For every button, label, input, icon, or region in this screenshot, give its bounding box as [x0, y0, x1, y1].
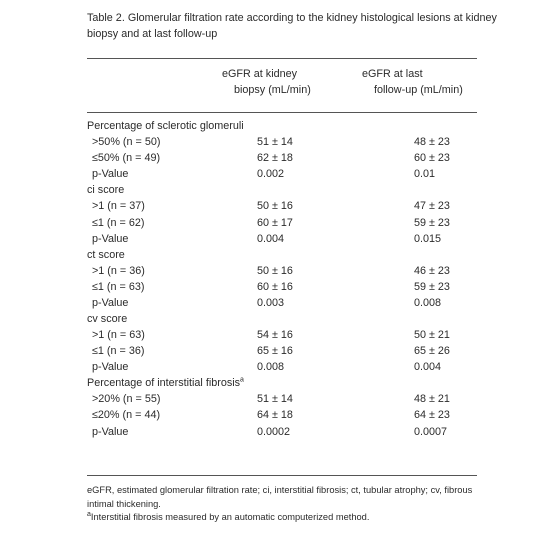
row-label: [87, 327, 244, 343]
cell-egfr-biopsy: [244, 391, 384, 407]
bottom-rule: [87, 475, 477, 476]
table-row: [87, 279, 494, 295]
cell-egfr-biopsy: [244, 182, 384, 198]
cell-egfr-biopsy-value: 51 ± 14: [256, 393, 293, 406]
row-label-text: cv score: [87, 312, 128, 325]
cell-egfr-followup-value: 50 ± 21: [413, 329, 450, 342]
row-label: [87, 391, 244, 407]
table-footnotes: [87, 484, 482, 525]
cell-egfr-followup: [384, 263, 494, 279]
row-label: [87, 295, 244, 311]
row-label: [87, 263, 244, 279]
method-note-text: Interstitial fibrosis measured by an automatic computerized method.: [90, 512, 370, 522]
cell-egfr-biopsy-value: 0.002: [256, 168, 284, 181]
cell-egfr-biopsy: [244, 407, 384, 423]
cell-egfr-biopsy-value: 54 ± 16: [256, 329, 293, 342]
row-label-text: >1 (n = 63): [92, 329, 145, 342]
section-row: [87, 375, 494, 391]
cell-egfr-biopsy: [244, 327, 384, 343]
section-row: [87, 182, 494, 198]
header-egfr-followup-line2: follow-up (mL/min): [374, 84, 463, 96]
row-label-text: Percentage of interstitial fibrosis: [87, 377, 241, 390]
cell-egfr-biopsy-value: 51 ± 14: [256, 136, 293, 149]
cell-egfr-followup-value: 46 ± 23: [413, 264, 450, 277]
table-row: [87, 359, 494, 375]
cell-egfr-followup: [384, 231, 494, 247]
cell-egfr-followup: [384, 198, 494, 214]
cell-egfr-followup: [384, 279, 494, 295]
table-row: [87, 327, 494, 343]
cell-egfr-followup: [384, 375, 494, 391]
row-label-text: >1 (n = 37): [92, 200, 145, 213]
cell-egfr-biopsy: [244, 375, 384, 391]
cell-egfr-followup-value: 48 ± 23: [413, 136, 450, 149]
method-note: [87, 511, 482, 525]
cell-egfr-followup: [384, 150, 494, 166]
cell-egfr-followup-value: 0.0007: [413, 425, 447, 438]
cell-egfr-followup: [384, 359, 494, 375]
table-caption: Table 2. Glomerular filtration rate according to the kidney histological lesions at kidney biopsy and at last follow-up: [87, 12, 497, 40]
section-row: [87, 247, 494, 263]
section-label: [87, 118, 244, 134]
section-label: [87, 247, 244, 263]
section-row: [87, 118, 494, 134]
cell-egfr-followup: [384, 166, 494, 182]
row-label-text: p-Value: [92, 232, 129, 245]
table-row: [87, 343, 494, 359]
cell-egfr-biopsy: [244, 279, 384, 295]
cell-egfr-biopsy-value: 64 ± 18: [256, 409, 293, 422]
row-label: [87, 359, 244, 375]
header-egfr-biopsy: [222, 66, 311, 98]
cell-egfr-followup: [384, 407, 494, 423]
table-row: [87, 263, 494, 279]
cell-egfr-followup-value: 64 ± 23: [413, 409, 450, 422]
table-row: [87, 134, 494, 150]
row-label-text: >1 (n = 36): [92, 264, 145, 277]
row-label-text: >50% (n = 50): [92, 136, 161, 149]
cell-egfr-followup-value: 65 ± 26: [413, 345, 450, 358]
table-row: [87, 391, 494, 407]
table-row: [87, 407, 494, 423]
cell-egfr-biopsy-value: 60 ± 16: [256, 280, 293, 293]
cell-egfr-followup-value: 59 ± 23: [413, 280, 450, 293]
cell-egfr-biopsy: [244, 198, 384, 214]
cell-egfr-followup-value: 0.015: [413, 232, 441, 245]
top-rule: [87, 58, 477, 59]
table-row: [87, 295, 494, 311]
cell-egfr-followup: [384, 182, 494, 198]
cell-egfr-followup: [384, 134, 494, 150]
cell-egfr-biopsy-value: 60 ± 17: [256, 216, 293, 229]
cell-egfr-biopsy: [244, 134, 384, 150]
section-label: [87, 311, 244, 327]
section-label: [87, 182, 244, 198]
table-row: [87, 150, 494, 166]
row-label: [87, 198, 244, 214]
cell-egfr-followup: [384, 118, 494, 134]
cell-egfr-biopsy: [244, 231, 384, 247]
row-label: [87, 279, 244, 295]
row-label: [87, 166, 244, 182]
row-label: [87, 423, 244, 439]
table-row: [87, 166, 494, 182]
cell-egfr-biopsy: [244, 166, 384, 182]
cell-egfr-biopsy: [244, 423, 384, 439]
row-label-text: >20% (n = 55): [92, 393, 161, 406]
cell-egfr-followup-value: 47 ± 23: [413, 200, 450, 213]
footnote-marker: a: [87, 510, 91, 518]
cell-egfr-biopsy-value: 50 ± 16: [256, 264, 293, 277]
row-label: [87, 150, 244, 166]
cell-egfr-followup: [384, 295, 494, 311]
row-label: [87, 134, 244, 150]
row-label-text: ci score: [87, 184, 125, 197]
cell-egfr-followup: [384, 423, 494, 439]
cell-egfr-followup: [384, 214, 494, 230]
cell-egfr-biopsy: [244, 150, 384, 166]
cell-egfr-biopsy: [244, 359, 384, 375]
row-label-text: ct score: [87, 248, 125, 261]
row-label-text: ≤20% (n = 44): [92, 409, 161, 422]
cell-egfr-biopsy: [244, 247, 384, 263]
cell-egfr-followup-value: 60 ± 23: [413, 152, 450, 165]
cell-egfr-biopsy: [244, 214, 384, 230]
row-label-text: p-Value: [92, 361, 129, 374]
row-label-text: ≤1 (n = 62): [92, 216, 145, 229]
cell-egfr-followup-value: 0.008: [413, 296, 441, 309]
row-label-text: p-Value: [92, 296, 129, 309]
cell-egfr-followup: [384, 247, 494, 263]
row-label-text: ≤1 (n = 36): [92, 345, 145, 358]
cell-egfr-followup: [384, 343, 494, 359]
section-row: [87, 311, 494, 327]
header-egfr-biopsy-line2: biopsy (mL/min): [234, 84, 311, 96]
cell-egfr-biopsy-value: 0.0002: [256, 425, 290, 438]
cell-egfr-followup-value: 48 ± 21: [413, 393, 450, 406]
header-egfr-biopsy-line1: eGFR at kidney: [222, 68, 298, 80]
section-label: [87, 375, 244, 391]
cell-egfr-biopsy-value: 0.008: [256, 361, 284, 374]
cell-egfr-followup: [384, 311, 494, 327]
cell-egfr-biopsy-value: 0.003: [256, 296, 284, 309]
table-body: [87, 118, 494, 440]
cell-egfr-followup: [384, 391, 494, 407]
cell-egfr-followup-value: 0.01: [413, 168, 435, 181]
row-label: [87, 407, 244, 423]
cell-egfr-biopsy-value: 65 ± 16: [256, 345, 293, 358]
abbreviations-note: eGFR, estimated glomerular filtration rate; ci, interstitial fibrosis; ct, tubular atrophy; cv, fibrous intimal thickening.: [87, 485, 473, 509]
header-egfr-followup: [362, 66, 463, 98]
cell-egfr-followup-value: 59 ± 23: [413, 216, 450, 229]
cell-egfr-biopsy-value: 0.004: [256, 232, 284, 245]
row-label: [87, 343, 244, 359]
cell-egfr-biopsy: [244, 343, 384, 359]
header-rule: [87, 112, 477, 113]
cell-egfr-biopsy: [244, 311, 384, 327]
table-row: [87, 198, 494, 214]
cell-egfr-biopsy-value: 62 ± 18: [256, 152, 293, 165]
table-row: [87, 423, 494, 439]
footnote-marker: a: [240, 376, 244, 384]
row-label-text: p-Value: [92, 168, 129, 181]
table-row: [87, 231, 494, 247]
row-label: [87, 231, 244, 247]
cell-egfr-biopsy: [244, 118, 384, 134]
row-label-text: ≤50% (n = 49): [92, 152, 161, 165]
cell-egfr-biopsy: [244, 263, 384, 279]
cell-egfr-followup: [384, 327, 494, 343]
cell-egfr-followup-value: 0.004: [413, 361, 441, 374]
row-label: [87, 214, 244, 230]
row-label-text: Percentage of sclerotic glomeruli: [87, 120, 244, 133]
data-table: [87, 118, 494, 440]
row-label-text: p-Value: [92, 425, 129, 438]
cell-egfr-biopsy-value: 50 ± 16: [256, 200, 293, 213]
row-label-text: ≤1 (n = 63): [92, 280, 145, 293]
table-row: [87, 214, 494, 230]
cell-egfr-biopsy: [244, 295, 384, 311]
header-egfr-followup-line1: eGFR at last: [362, 68, 423, 80]
